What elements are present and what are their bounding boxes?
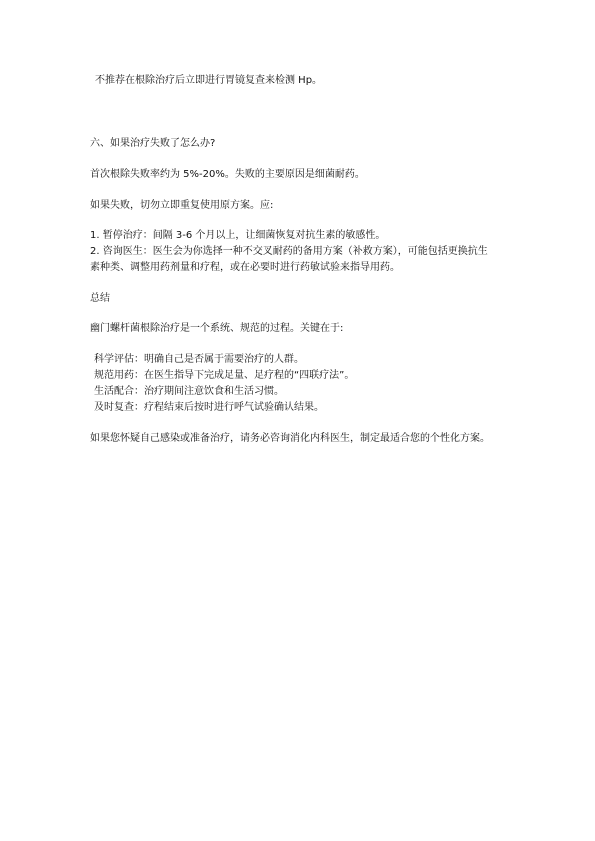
- paragraph-failure-advice: 如果失败，切勿立即重复使用原方案。应:: [90, 200, 274, 211]
- section-heading-failure: 六、如果治疗失败了怎么办?: [90, 138, 216, 149]
- paragraph-failure-rate: 首次根除失败率约为 5%-20%。失败的主要原因是细菌耐药。: [90, 169, 365, 180]
- summary-point: 生活配合：治疗期间注意饮食和生活习惯。: [94, 386, 284, 397]
- section-heading-summary: 总结: [90, 293, 110, 304]
- list-item-consult-doctor: 2. 咨询医生：医生会为你选择一种不交叉耐药的备用方案（补救方案），可能包括更换抗生: [90, 246, 488, 257]
- intro-line: 不推荐在根除治疗后立即进行胃镜复查来检测 Hp。: [95, 75, 323, 86]
- summary-point: 规范用药：在医生指导下完成足量、足疗程的“四联疗法”。: [94, 370, 355, 381]
- summary-point: 科学评估：明确自己是否属于需要治疗的人群。: [94, 354, 304, 365]
- summary-point: 及时复查：疗程结束后按时进行呼气试验确认结果。: [94, 402, 324, 413]
- paragraph-closing: 如果您怀疑自己感染或准备治疗，请务必咨询消化内科医生，制定最适合您的个性化方案。: [90, 433, 490, 444]
- list-item-pause-treatment: 1. 暂停治疗：间隔 3-6 个月以上，让细菌恢复对抗生素的敏感性。: [90, 230, 386, 241]
- paragraph-summary-intro: 幽门螺杆菌根除治疗是一个系统、规范的过程。关键在于:: [90, 323, 344, 334]
- list-item-consult-doctor-continued: 素种类、调整用药剂量和疗程，或在必要时进行药敏试验来指导用药。: [90, 262, 400, 273]
